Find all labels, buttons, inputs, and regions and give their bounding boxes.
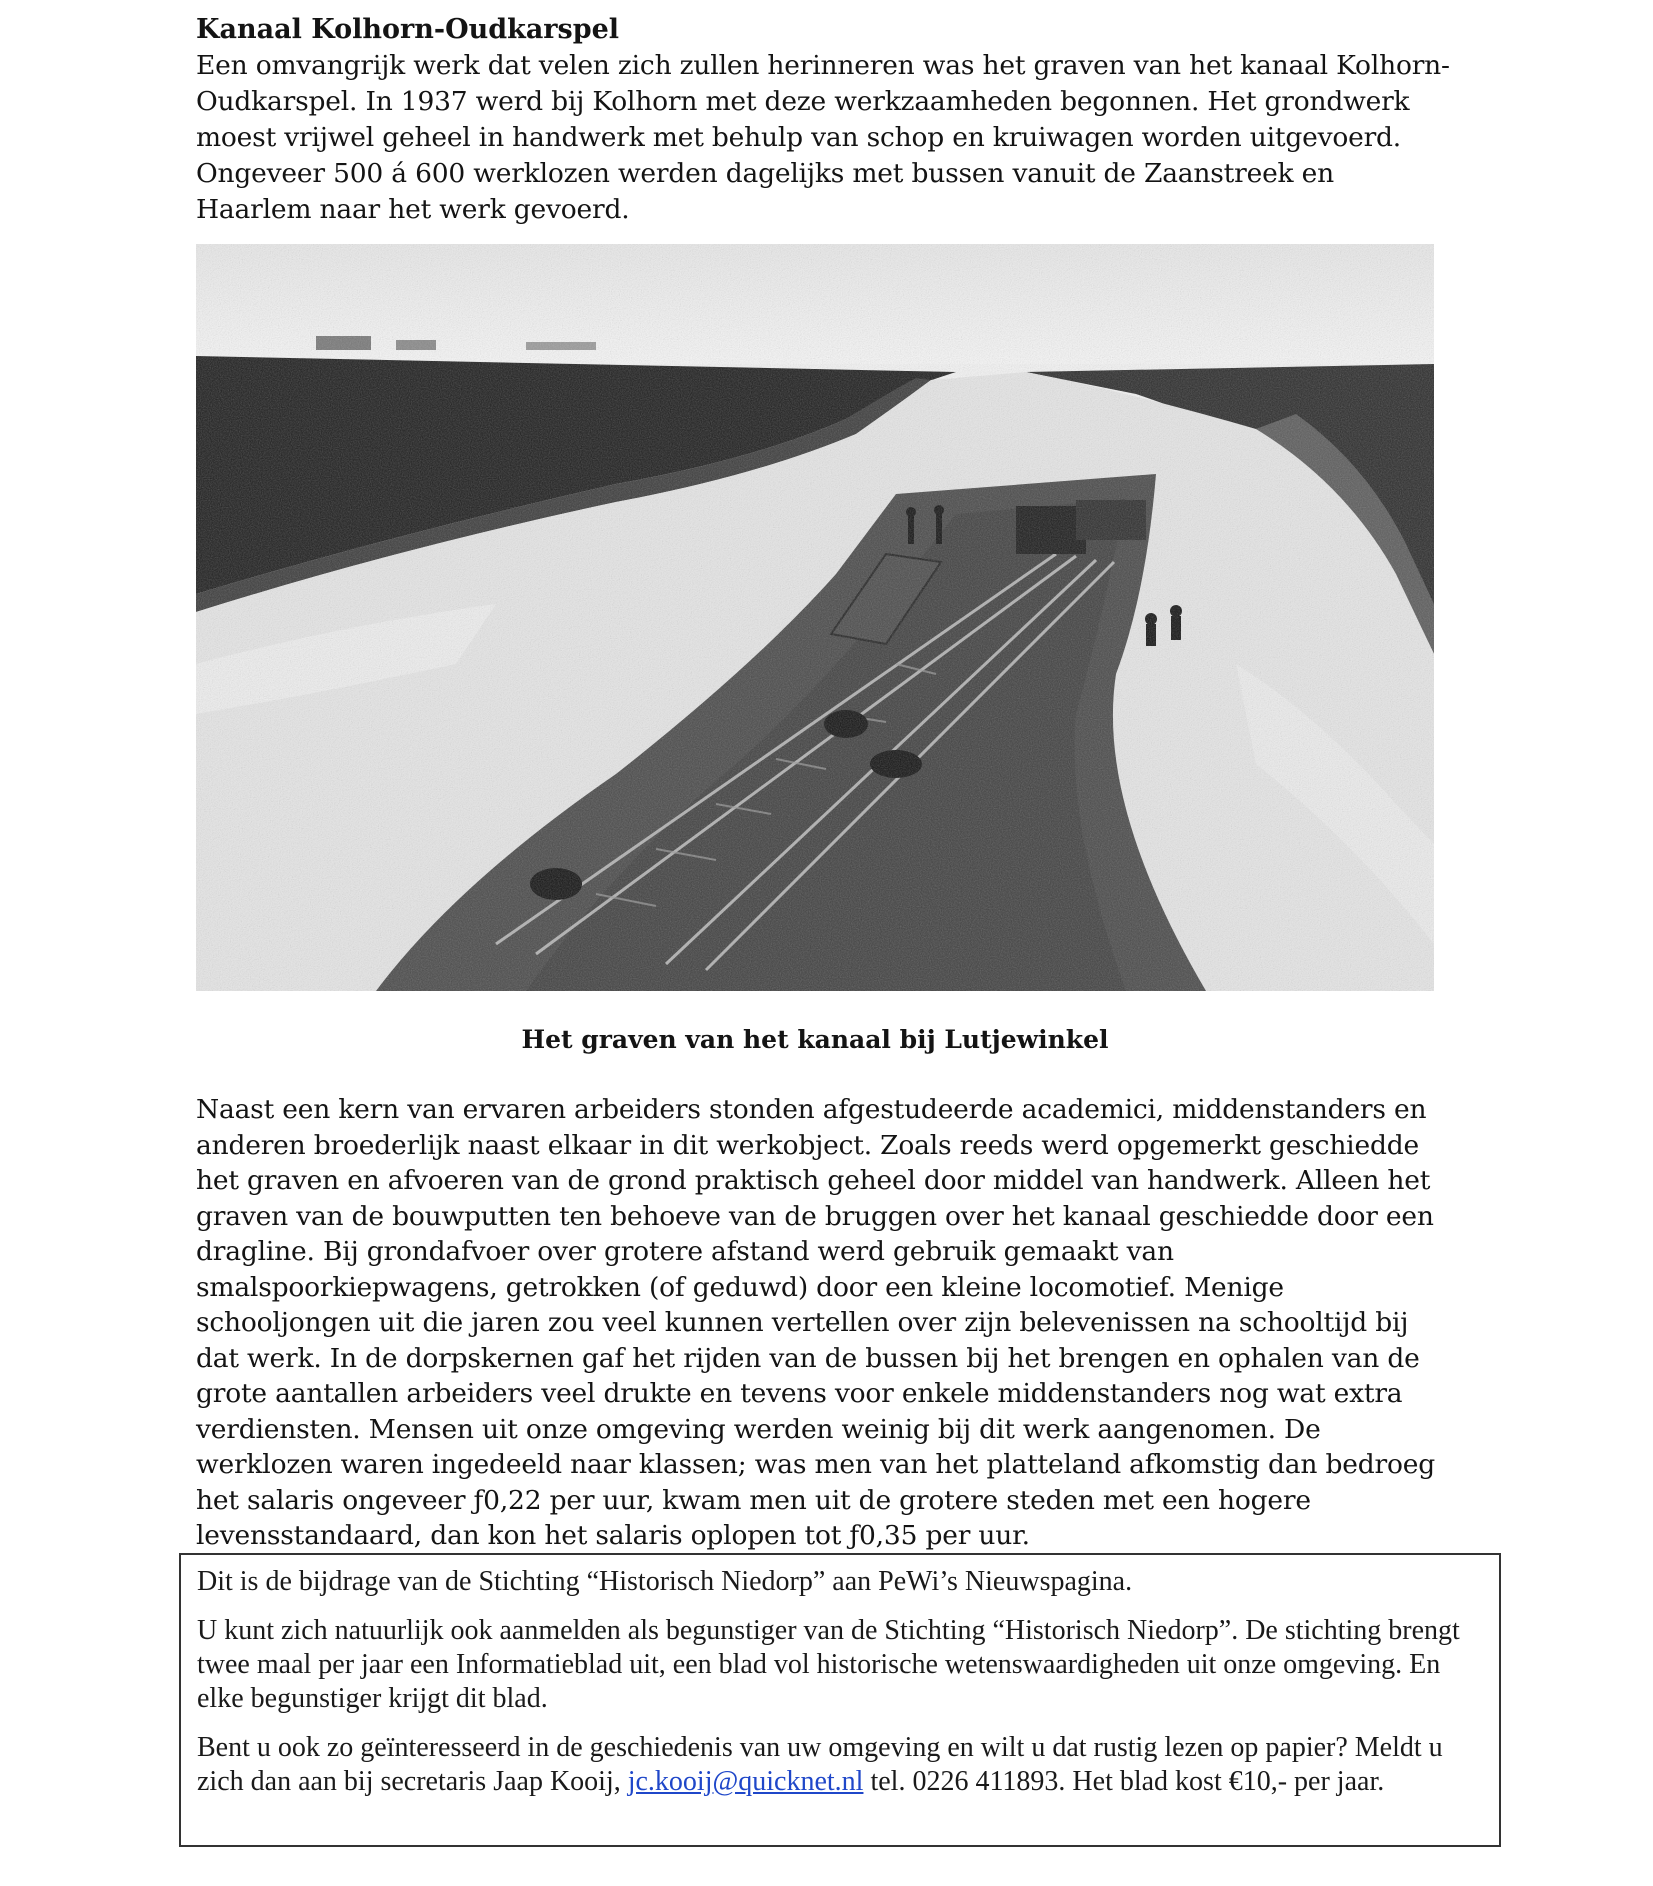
article [196, 12, 1456, 228]
email-link[interactable]: jc.kooij@quicknet.nl [627, 1766, 864, 1797]
info-paragraph-membership: U kunt zich natuurlijk ook aanmelden als begunstiger van de Stichting “Historisch Niedorp”. De stichting brengt twee maal per jaar een Informatieblad uit, een blad vol historische wetenswaardigheden uit onze omgeving. En elke begunstiger krijgt dit blad. [197, 1615, 1460, 1714]
info-box [179, 1553, 1501, 1847]
contact-text-before: Bent u ook zo geïnteresseerd in de geschiedenis van uw omgeving en wilt u dat rustig lezen op papier? Meldt u zich dan aan bij secretaris Jaap Kooij, [197, 1732, 1443, 1797]
body-paragraph: Naast een kern van ervaren arbeiders stonden afgestudeerde academici, middenstanders en anderen broederlijk naast elkaar in dit werkobject. Zoals reeds werd opgemerkt geschiedde het graven en afvoeren van de grond praktisch geheel door middel van handwerk. Alleen het graven van de bouwputten ten behoeve van de bruggen over het kanaal geschiedde door een dragline. Bij grondafvoer over grotere afstand werd gebruik gemaakt van smalspoorkiepwagens, getrokken (of geduwd) door een kleine locomotief. Menige schooljongen uit die jaren zou veel kunnen vertellen over zijn belevenissen na schooltijd bij dat werk. In de dorpskernen gaf het rijden van de bussen bij het brengen en ophalen van de grote aantallen arbeiders veel drukte en tevens voor enkele middenstanders nog wat extra verdiensten. Mensen uit onze omgeving werden weinig bij dit werk aangenomen. De werklozen waren ingedeeld naar klassen; was men van het platteland afkomstig dan bedroeg het salaris ongeveer ƒ0,22 per uur, kwam men uit de grotere steden met een hogere levensstandaard, dan kon het salaris oplopen tot ƒ0,35 per uur. [196, 1094, 1435, 1551]
info-paragraph-contribution: Dit is de bijdrage van de Stichting “Historisch Niedorp” aan PeWi’s Nieuwspagina. [197, 1566, 1133, 1597]
info-paragraph-contact [197, 1731, 1483, 1799]
article-title: Kanaal Kolhorn-Oudkarspel [196, 14, 620, 45]
contact-text-after: tel. 0226 411893. Het blad kost €10,- per jaar. [863, 1766, 1385, 1797]
photo-caption: Het graven van het kanaal bij Lutjewinkel [521, 1025, 1109, 1054]
intro-paragraph: Een omvangrijk werk dat velen zich zullen herinneren was het graven van het kanaal Kolhorn-Oudkarspel. In 1937 werd bij Kolhorn met deze werkzaamheden begonnen. Het grondwerk moest vrijwel geheel in handwerk met behulp van schop en kruiwagen worden uitgevoerd. Ongeveer 500 á 600 werklozen werden dagelijks met bussen vanuit de Zaanstreek en Haarlem naar het werk gevoerd. [196, 50, 1450, 225]
canal-excavation-photo [196, 244, 1434, 991]
